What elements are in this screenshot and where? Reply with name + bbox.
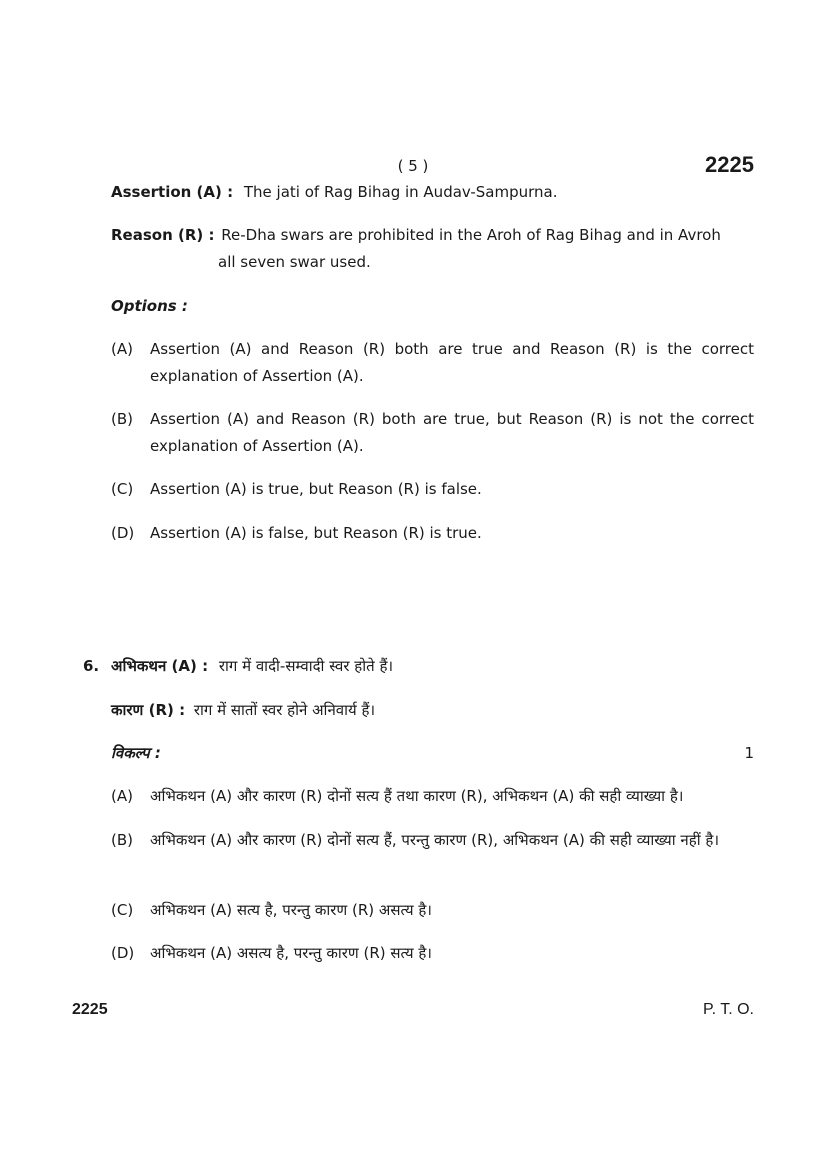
q6-option-letter: (C) (111, 901, 134, 919)
q6-reason-text: राग में सातों स्वर होने अनिवार्य हैं। (193, 701, 376, 719)
q5-option-letter: (C) (111, 480, 134, 498)
q5-option-d (111, 520, 754, 547)
q6-option-c (111, 897, 754, 924)
q5-option-text: Assertion (A) is false, but Reason (R) is true. (150, 524, 482, 542)
q6-number: 6. (83, 657, 100, 675)
q5-options-label: Options : (111, 297, 188, 315)
q6-option-text: अभिकथन (A) और कारण (R) दोनों सत्य हैं तथा कारण (R), अभिकथन (A) की सही व्याख्या है। (150, 787, 684, 805)
page-number: ( 5 ) (397, 157, 429, 175)
q5-reason (111, 222, 754, 249)
q5-option-letter: (A) (111, 340, 133, 358)
q6-option-letter: (D) (111, 944, 135, 962)
q5-option-text: Assertion (A) and Reason (R) both are true and Reason (R) is the correct explanation of Assertion (A). (150, 340, 754, 385)
q6-assertion-label: अभिकथन (A) : (111, 657, 209, 675)
q6-options-label: विकल्प : (111, 744, 161, 762)
q6-option-text: अभिकथन (A) सत्य है, परन्तु कारण (R) असत्य है। (150, 901, 432, 919)
q5-option-text: Assertion (A) is true, but Reason (R) is false. (150, 480, 482, 498)
q5-assertion-label: Assertion (A) : (111, 183, 234, 201)
q5-reason-label: Reason (R) : (111, 226, 215, 244)
q6-option-text: अभिकथन (A) असत्य है, परन्तु कारण (R) सत्य है। (150, 944, 432, 962)
pto-label: P. T. O. (703, 1001, 754, 1018)
q5-option-b (111, 406, 754, 460)
q5-option-a (111, 336, 754, 390)
q6-option-d (111, 940, 754, 967)
q6-option-letter: (B) (111, 831, 133, 849)
q6-option-letter: (A) (111, 787, 133, 805)
q6-assertion-text: राग में वादी-सम्वादी स्वर होते हैं। (218, 657, 394, 675)
q5-option-c (111, 476, 754, 503)
q5-assertion-text: The jati of Rag Bihag in Audav-Sampurna. (243, 183, 558, 201)
q5-option-letter: (D) (111, 524, 135, 542)
q6-reason-label: कारण (R) : (111, 701, 186, 719)
q6-marks: 1 (744, 744, 754, 762)
q6-option-b (111, 827, 754, 854)
q5-option-letter: (B) (111, 410, 133, 428)
q5-assertion (111, 179, 558, 206)
q6-option-text: अभिकथन (A) और कारण (R) दोनों सत्य हैं, परन्तु कारण (R), अभिकथन (A) की सही व्याख्या नहीं है। (150, 831, 720, 849)
paper-code-bottom: 2225 (72, 1001, 108, 1018)
q5-reason-text-1: Re-Dha swars are prohibited in the Aroh of Rag Bihag and in Avroh (221, 226, 721, 244)
q6-assertion (111, 653, 393, 680)
q6-option-a (111, 783, 754, 810)
q5-option-text: Assertion (A) and Reason (R) both are true, but Reason (R) is not the correct explanation of Assertion (A). (150, 410, 754, 455)
q5-reason-text-2: all seven swar used. (218, 253, 371, 271)
paper-code-top: 2225 (705, 152, 754, 177)
q6-reason (111, 697, 375, 724)
